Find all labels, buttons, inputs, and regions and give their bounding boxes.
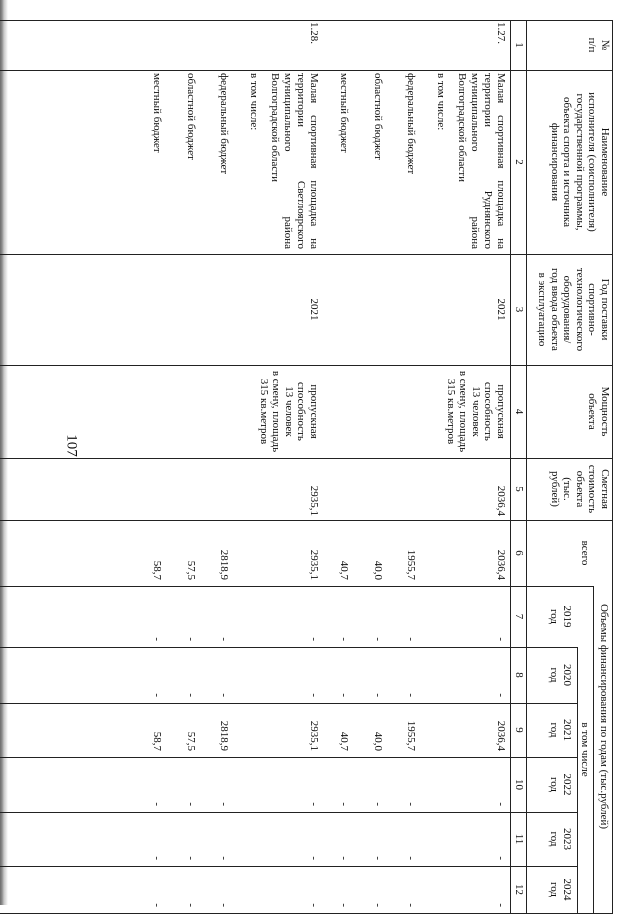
value-y2024: - [218,903,230,907]
value-y2024: - [495,903,507,907]
value-y2022: - [218,802,230,806]
estimated-cost: 2036,4 [495,485,507,516]
header-year-2022: 2022 год [548,773,573,796]
column-number-2: 2 [513,159,525,165]
value-y2020: - [151,693,163,697]
table-top-border [612,20,613,913]
page-number: 107 [63,434,80,457]
value-y2022: - [151,802,163,806]
column-number-10: 10 [513,779,525,790]
estimated-cost: 2935,1 [308,485,320,516]
value-y2022: - [338,802,350,806]
header-year-2020: 2020 год [548,664,573,686]
funding-source-name: местный бюджет [338,73,350,153]
value-y2023: - [218,856,230,860]
value-y2024: - [372,903,384,907]
value-total: 40,7 [338,560,350,580]
value-y2023: - [372,856,384,860]
value-y2020: - [218,693,230,697]
header-total: всего [579,540,591,566]
value-y2019: - [151,637,163,641]
value-total: 2935,1 [308,549,320,580]
row-number: 1.27. [495,22,507,44]
value-y2023: - [185,856,197,860]
value-y2023: - [405,856,417,860]
value-y2021: 58,7 [151,731,163,751]
header-cost: Сметная стоимость объекта (тыс. рублей) [549,464,611,514]
value-y2021: 2935,1 [308,720,320,751]
value-y2024: - [338,903,350,907]
value-y2021: 57,5 [185,731,197,751]
value-y2021: 1955,7 [405,720,417,751]
value-y2023: - [151,856,163,860]
header-no: № п/п [586,37,611,53]
grid-line [0,703,578,704]
header-year-2023: 2023 год [548,828,573,850]
value-y2024: - [185,903,197,907]
value-y2023: - [308,856,320,860]
funding-source-name: местный бюджет [151,73,163,153]
value-y2022: - [495,802,507,806]
value-y2020: - [338,693,350,697]
value-y2024: - [151,903,163,907]
grid-line [0,757,578,758]
column-numbers-bottom [510,20,511,913]
value-y2021: 40,7 [338,731,350,751]
value-y2019: - [405,637,417,641]
funding-source-name: областной бюджет [372,73,384,160]
value-y2023: - [495,856,507,860]
value-y2024: - [308,903,320,907]
value-y2019: - [372,637,384,641]
column-number-8: 8 [513,672,525,678]
value-y2019: - [218,637,230,641]
value-y2024: - [405,903,417,907]
row-number: 1.28. [308,22,320,44]
funding-source-name: федеральный бюджет [218,73,230,175]
grid-line [0,647,578,648]
value-y2020: - [308,693,320,697]
value-y2022: - [185,802,197,806]
column-number-9: 9 [513,727,525,733]
value-total: 2818,9 [218,549,230,580]
funding-source-name: областной бюджет [185,73,197,160]
column-number-6: 6 [513,550,525,556]
value-y2020: - [495,693,507,697]
value-y2020: - [372,693,384,697]
value-y2021: 40,0 [372,731,384,751]
value-total: 58,7 [151,560,163,580]
column-number-11: 11 [513,833,525,845]
value-total: 1955,7 [405,549,417,580]
value-y2019: - [308,637,320,641]
commission-year: 2021 [308,298,320,321]
object-name: Малая спортивная площадка на территории Светлоярского муниципального района Волгоградской области [269,73,320,249]
value-total: 57,5 [185,560,197,580]
header-name: Наименование исполнителя (соисполнителя) государственной программы, объекта спорта и источника финансирования [549,92,611,232]
header-funding: Объемы финансирования по годам (тыс.рублей) [598,603,610,830]
value-y2019: - [185,637,197,641]
column-number-1: 1 [513,42,525,48]
header-capacity: Мощность объекта [586,386,611,437]
value-y2023: - [338,856,350,860]
object-name: Малая спортивная площадка на территории Руднянского муниципального района Волгоградской области [456,73,507,249]
header-year-2019: 2019 год [548,605,573,628]
column-number-4: 4 [513,408,525,415]
header-year-2021: 2021 год [548,719,573,741]
value-total: 40,0 [372,560,384,580]
grid-line [0,812,578,813]
incl-label: в том числе: [435,73,447,131]
value-y2022: - [308,802,320,806]
value-y2019: - [495,637,507,641]
value-y2022: - [372,802,384,806]
header-incl: в том числе [579,722,591,777]
object-capacity: пропускная способность 13 человек в смену, площадь 315 кв.метров [445,370,507,453]
incl-label: в том числе: [248,73,260,131]
grid-line [0,866,578,867]
header-year-2024: 2024 год [548,878,573,901]
value-y2020: - [185,693,197,697]
commission-year: 2021 [495,298,507,321]
value-y2021: 2818,9 [218,720,230,751]
column-number-5: 5 [513,486,525,492]
object-capacity: пропускная способность 13 человек в смену, площадь 315 кв.метров [258,370,320,453]
column-number-12: 12 [513,884,525,895]
value-total: 2036,4 [495,549,507,580]
value-y2019: - [338,637,350,641]
value-y2022: - [405,802,417,806]
value-y2020: - [405,693,417,697]
value-y2021: 2036,4 [495,720,507,751]
header-year: Год поставки спортивно- технологического оборудования/ год ввода объекта в эксплуатацию [536,267,611,352]
funding-source-name: федеральный бюджет [405,73,417,175]
column-number-3: 3 [513,306,525,313]
column-number-7: 7 [513,613,525,620]
